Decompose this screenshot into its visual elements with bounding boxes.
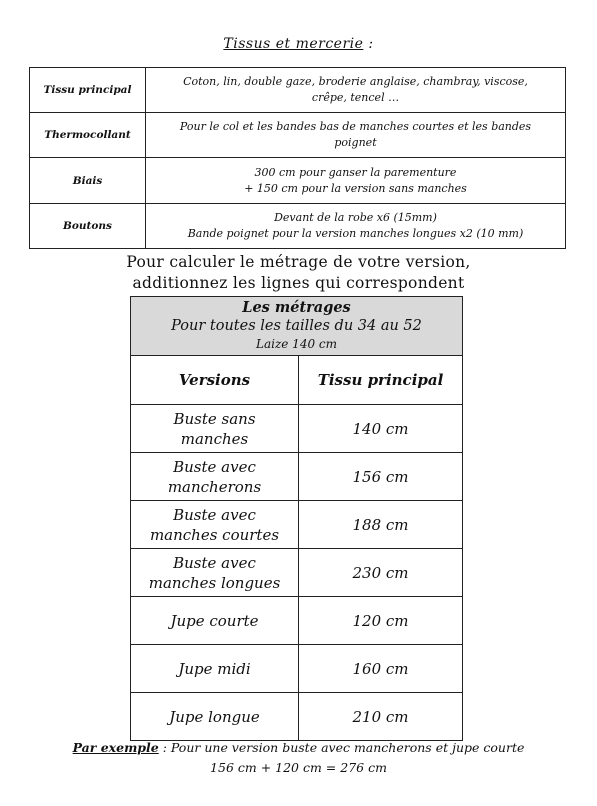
version-line: manches longues: [148, 573, 281, 592]
table-row: [131, 453, 463, 501]
table-row: [131, 549, 463, 597]
version-line: Buste avec: [173, 505, 256, 524]
intro-line: Pour calculer le métrage de votre version,: [126, 253, 471, 271]
fabric-value-line: Coton, lin, double gaze, broderie anglaise, chambray, viscose,: [183, 75, 528, 88]
version-line: mancherons: [167, 477, 262, 496]
fabric-label: Tissu principal: [30, 68, 146, 113]
fabric-length-cell: 140 cm: [299, 405, 463, 453]
table-row: [131, 693, 463, 741]
version-cell: [131, 405, 299, 453]
fabric-label: Thermocollant: [30, 113, 146, 158]
fabric-value-line: Pour le col et les bandes bas de manches courtes et les bandes: [179, 120, 532, 133]
page-title: [0, 36, 597, 52]
page-title-text: Tissus et mercerie: [223, 36, 364, 52]
fabric-length-cell: 156 cm: [299, 453, 463, 501]
column-header-versions: Versions: [131, 356, 299, 405]
table-row: [131, 501, 463, 549]
intro-text: [0, 252, 597, 294]
yardage-column-headers: [131, 356, 463, 405]
version-line: Buste avec: [173, 553, 256, 572]
fabric-label: Boutons: [30, 204, 146, 249]
fabric-value-line: crêpe, tencel …: [311, 91, 400, 104]
version-cell: [131, 645, 299, 693]
fabric-label: Biais: [30, 158, 146, 204]
fabric-length-cell: 188 cm: [299, 501, 463, 549]
fabric-row: [30, 204, 566, 249]
fabric-value-line: Bande poignet pour la version manches longues x2 (10 mm): [187, 227, 524, 240]
fabric-row: [30, 158, 566, 204]
fabric-value: [146, 113, 566, 158]
fabric-length-cell: 120 cm: [299, 597, 463, 645]
version-line: Jupe midi: [178, 659, 251, 678]
fabric-value-line: poignet: [334, 136, 377, 149]
fabric-length-cell: 210 cm: [299, 693, 463, 741]
fabric-length-cell: 160 cm: [299, 645, 463, 693]
yardage-fabric-width: Laize 140 cm: [255, 337, 338, 351]
yardage-header: [131, 297, 463, 356]
page-title-colon: :: [363, 36, 374, 52]
yardage-sizes: Pour toutes les tailles du 34 au 52: [171, 318, 422, 334]
example-note: [0, 738, 597, 778]
version-line: Jupe courte: [170, 611, 259, 630]
table-row: [131, 597, 463, 645]
intro-line: additionnez les lignes qui correspondent: [132, 274, 465, 292]
fabric-length-cell: 230 cm: [299, 549, 463, 597]
fabric-value: [146, 204, 566, 249]
table-row: [131, 645, 463, 693]
yardage-table: [130, 296, 463, 741]
table-row: [131, 405, 463, 453]
version-cell: [131, 453, 299, 501]
fabrics-table: [29, 67, 566, 249]
fabric-value-line: Devant de la robe x6 (15mm): [274, 211, 437, 224]
fabric-value-line: + 150 cm pour la version sans manches: [244, 181, 467, 195]
example-label: Par exemple: [72, 740, 159, 755]
version-line: Buste sans: [173, 409, 256, 428]
version-cell: [131, 597, 299, 645]
fabric-value: [146, 68, 566, 113]
version-cell: [131, 693, 299, 741]
version-line: Jupe longue: [169, 707, 260, 726]
version-line: manches courtes: [149, 525, 280, 544]
version-cell: [131, 549, 299, 597]
fabric-value-line: 300 cm pour ganser la parementure: [254, 165, 457, 179]
example-calculation: 156 cm + 120 cm = 276 cm: [210, 760, 387, 775]
version-line: Buste avec: [173, 457, 256, 476]
fabric-row: [30, 68, 566, 113]
example-text: : Pour une version buste avec mancherons et jupe courte: [158, 740, 525, 755]
yardage-header-row: [131, 297, 463, 356]
fabric-value: [146, 158, 566, 204]
fabric-row: [30, 113, 566, 158]
version-line: manches: [180, 429, 249, 448]
yardage-heading: Les métrages: [242, 299, 351, 316]
column-header-main-fabric: Tissu principal: [299, 356, 463, 405]
version-cell: [131, 501, 299, 549]
